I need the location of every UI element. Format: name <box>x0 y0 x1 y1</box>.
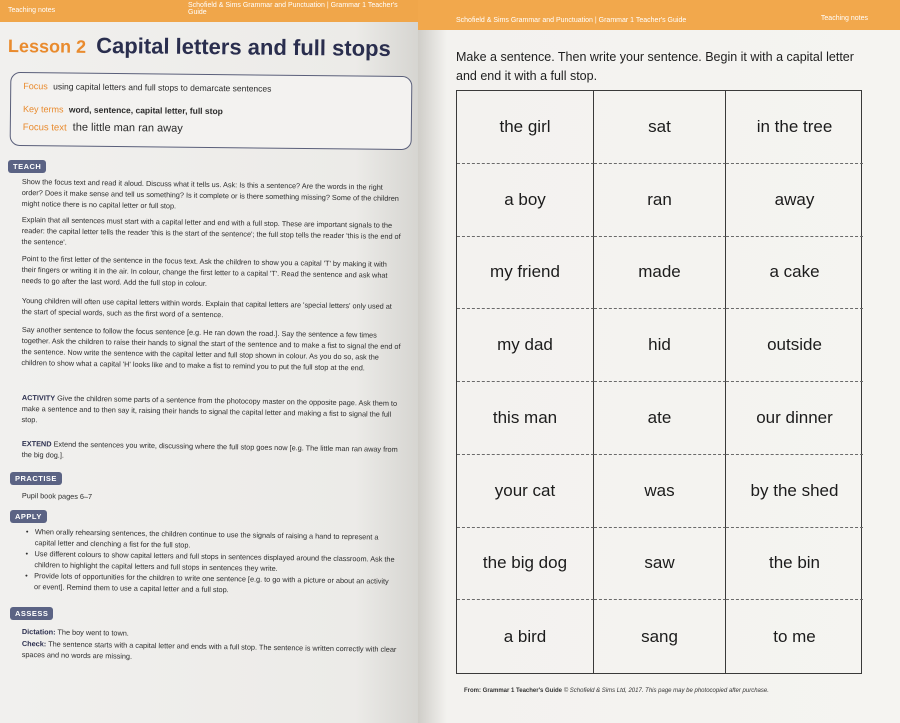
teach-paragraph-1: Show the focus text and read it aloud. Discuss what it tells us. Ask: Is this a sentence? Are the words in the right order? Does it make sense and tell us something? Is it complete or is there something missing? Some of the children might notice there is no capital letter or full stop. <box>21 176 399 211</box>
assess-badge: ASSESS <box>10 607 53 620</box>
ending-cell: a cake <box>726 237 863 310</box>
subject-cell: your cat <box>457 455 594 528</box>
teach-paragraph-3: Point to the first letter of the sentence in the focus text. Ask the children to show you a capital 'T' by making it with their fingers or writing it in the air. In colour, change the first letter to a capital 'T'. Read the sentence and ask what needs to go after the last word. Add the full stop in colour. <box>21 253 388 288</box>
key-terms-label: Key terms <box>22 104 64 115</box>
check-label: Check: <box>21 638 47 649</box>
subject-cell: a bird <box>457 600 594 673</box>
verb-cell: ate <box>594 382 726 455</box>
teach-badge: TEACH <box>8 160 46 173</box>
focus-text-row <box>23 121 183 135</box>
lesson-title: Capital letters and full stops <box>96 32 391 62</box>
dictation-label: Dictation: <box>21 626 56 637</box>
check-line <box>22 638 402 666</box>
extend-text: Extend the sentences you write, discussing where the full stop goes now [e.g. The little man ran away from the big dog.]. <box>21 439 398 460</box>
activity-paragraph <box>21 392 401 431</box>
focus-text-label: Focus text <box>22 122 67 134</box>
verb-cell: hid <box>594 309 726 382</box>
focus-box <box>10 72 413 150</box>
ending-cell: by the shed <box>726 455 863 528</box>
verb-cell: saw <box>594 528 726 601</box>
subject-cell: this man <box>457 382 594 455</box>
dictation-text: The boy went to town. <box>57 627 129 638</box>
practise-text: Pupil book pages 6–7 <box>21 490 93 502</box>
apply-badge: APPLY <box>10 510 47 523</box>
ending-cell: to me <box>773 626 816 646</box>
subject-cell: the big dog <box>457 528 594 601</box>
copyright-footer <box>464 688 769 694</box>
extend-paragraph <box>22 438 402 466</box>
left-page <box>0 0 418 723</box>
ending-cell: our dinner <box>726 382 863 455</box>
activity-label: ACTIVITY <box>21 392 56 403</box>
subject-cell: the girl <box>457 91 594 164</box>
verb-cell: made <box>594 237 726 310</box>
sentence-parts-grid <box>456 90 862 674</box>
verb-cell: sang <box>594 600 726 673</box>
footer-source: From: Grammar 1 Teacher's Guide <box>464 688 563 694</box>
ending-cell: the bin <box>726 528 863 601</box>
left-header-banner <box>0 0 418 22</box>
focus-row <box>23 81 271 94</box>
subject-cell: a boy <box>457 164 594 237</box>
footer-rest: © Schofield & Sims Ltd, 2017. This page may be photocopied after purchase. <box>563 688 769 694</box>
key-terms-row <box>23 104 223 116</box>
focus-text-value: the little man ran away <box>72 121 183 135</box>
right-banner-label: Teaching notes <box>820 15 868 22</box>
focus-label: Focus <box>23 81 48 92</box>
activity-text: Give the children some parts of a sentence from the photocopy master on the opposite page. Ask them to make a sentence and to then say it, raising their hands to signal the capital letter and making a fist to signal the full stop. <box>21 393 398 425</box>
teach-paragraph-2: Explain that all sentences must start with a capital letter and end with a full stop. These are important signals to the reader: the capital letter tells the reader 'this is the start of the sentence'; the full stop tells the reader 'this is the end of the sentence'. <box>21 214 401 247</box>
apply-item: • When orally rehearsing sentences, the children continue to use the signals of raising a hand to represent a capital letter and clenching a fist for the full stop. <box>26 526 398 554</box>
check-text: The sentence starts with a capital letter and ends with a full stop. The sentence is written correctly with clear spaces and no words are missing. <box>21 639 397 661</box>
right-header-banner <box>418 0 900 30</box>
right-banner-series: Schofield & Sims Grammar and Punctuation | Grammar 1 Teacher's Guide <box>456 17 687 24</box>
teach-paragraph-4: Young children will often use capital letters within words. Explain that capital letters are 'special letters' only used at the start of special words, such as the first word of a sentence. <box>21 295 392 320</box>
apply-list <box>25 526 398 598</box>
key-terms-value: word, sentence, capital letter, full stop <box>68 104 223 117</box>
apply-item: • Use different colours to show capital letters and full stops in sentences displayed around the classroom. Ask the children to highlight the capital letters and full stops in sentences they write. <box>25 548 397 576</box>
ending-cell: away <box>726 164 863 237</box>
subject-cell: my friend <box>457 237 594 310</box>
verb-cell: ran <box>594 164 726 237</box>
teach-paragraph-5: Say another sentence to follow the focus sentence [e.g. He ran down the road.]. Say the sentence a few times together. Ask the children to raise their hands to signal the start of the sentence and to make a fist to signal the end of the sentence. Now write the sentence with the capital letter and full stop shown in colour. As you do so, ask the children to show what a capital 'H' looks like and to make a fist to remind you to put the full stop at the end. <box>21 324 401 373</box>
lesson-number: Lesson 2 <box>7 35 87 57</box>
extend-label: EXTEND <box>21 438 52 449</box>
practise-badge: PRACTISE <box>10 472 62 485</box>
apply-item: • Provide lots of opportunities for the children to write one sentence [e.g. to go with a picture or about an activity or event]. Remind them to use a capital letter and a full stop. <box>25 570 397 598</box>
ending-cell: in the tree <box>726 91 863 164</box>
lesson-heading <box>8 32 391 62</box>
verb-cell: sat <box>594 91 726 164</box>
focus-value: using capital letters and full stops to demarcate sentences <box>53 81 272 94</box>
left-banner-label: Teaching notes <box>8 7 56 14</box>
subject-cell: my dad <box>457 309 594 382</box>
verb-cell: was <box>594 455 726 528</box>
instruction-text: Make a sentence. Then write your sentence. Begin it with a capital letter and end it with a full stop. <box>456 50 854 83</box>
right-page <box>418 0 900 723</box>
ending-cell: outside <box>726 309 863 382</box>
left-banner-series: Schofield & Sims Grammar and Punctuation | Grammar 1 Teacher's Guide <box>188 2 398 16</box>
